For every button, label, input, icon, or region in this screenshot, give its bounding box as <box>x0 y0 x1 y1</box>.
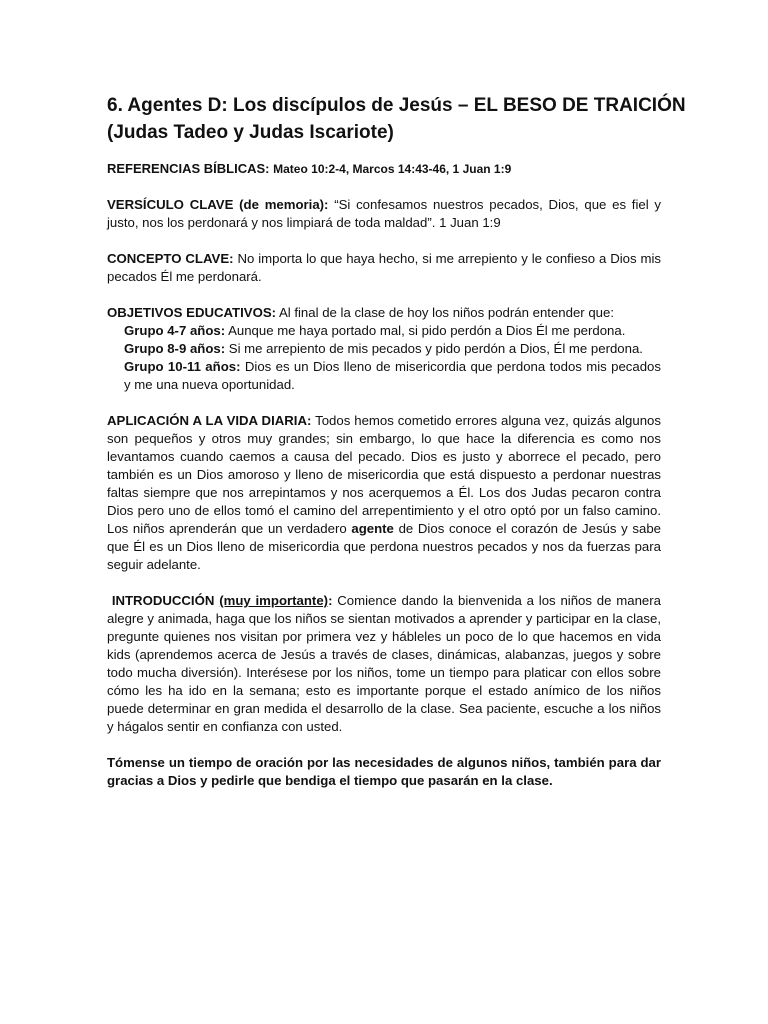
group-label: Grupo 4-7 años: <box>124 323 226 338</box>
objetivo-group-4-7 <box>124 322 661 340</box>
referencias-label: REFERENCIAS BÍBLICAS: <box>107 161 270 176</box>
objetivos-label: OBJETIVOS EDUCATIVOS: <box>107 305 277 320</box>
closing-paragraph: Tómense un tiempo de oración por las necesidades de algunos niños, también para dar gracias a Dios y pedirle que bendiga el tiempo que pasarán en la clase. <box>107 755 661 788</box>
objetivos-text: Al final de la clase de hoy los niños podrán entender que: <box>278 305 614 320</box>
objetivo-group-8-9 <box>124 340 661 358</box>
versiculo-text: “Si confesamos nuestros pecados, Dios, que es fiel y justo, nos los perdonará y nos limpiará de toda maldad”. 1 Juan 1:9 <box>107 197 661 230</box>
introduccion-text: Comience dando la bienvenida a los niños de manera alegre y animada, haga que los niños se sientan motivados a aprender y participar en la clase, pregunte quienes nos visitan por primera vez y hábleles un poco de lo que hacemos en vida kids (aprendemos acerca de Jesús a través de clases, dinámicas, alabanzas, juegos y sobre todo mucha diversión). Interésese por los niños, tome un tiempo para platicar con ellos sobre cómo les ha ido en la semana; esto es importante porque el estado anímico de los niños puede determinar en gran medida el desarrollo de la clase. Sea paciente, escuche a los niños y hágalos sentir en confianza con usted. <box>107 593 661 734</box>
aplicacion-text-2: de Dios conoce el corazón de Jesús y sabe que Él es un Dios lleno de misericordia que perdona nuestros pecados y nos da fuerzas para seguir adelante. <box>107 521 662 572</box>
objetivo-group-10-11 <box>124 358 661 394</box>
lesson-title <box>107 92 686 146</box>
aplicacion-section <box>107 412 661 574</box>
versiculo-label: VERSÍCULO CLAVE (de memoria): <box>107 197 329 212</box>
lesson-title-line1: 6. Agentes D: Los discípulos de Jesús – EL BESO DE TRAICIÓN <box>107 95 686 116</box>
lesson-title-line2: (Judas Tadeo y Judas Iscariote) <box>107 122 394 143</box>
concepto-text: No importa lo que haya hecho, si me arrepiento y le confieso a Dios mis pecados Él me perdonará. <box>107 251 662 284</box>
concepto-section <box>107 250 661 286</box>
group-label: Grupo 8-9 años: <box>124 341 226 356</box>
aplicacion-label: APLICACIÓN A LA VIDA DIARIA: <box>107 413 312 428</box>
objetivos-section <box>107 304 661 394</box>
referencias-section <box>107 160 661 178</box>
objetivos-intro <box>107 304 661 322</box>
referencias-value: Mateo 10:2-4, Marcos 14:43-46, 1 Juan 1:9 <box>273 162 512 176</box>
group-text: Si me arrepiento de mis pecados y pido perdón a Dios, Él me perdona. <box>228 341 643 356</box>
aplicacion-bold-word: agente <box>351 521 394 536</box>
group-text: Aunque me haya portado mal, si pido perdón a Dios Él me perdona. <box>228 323 626 338</box>
introduccion-section <box>107 592 661 736</box>
aplicacion-text-1: Todos hemos cometido errores alguna vez, quizás algunos son pequeños y otros muy grandes; sin embargo, lo que hace la diferencia es como nos levantamos cuando caemos a causa del pecado. Dios es justo y aborrece el pecado, pero también es un Dios amoroso y lleno de misericordia que está dispuesto a perdonar nuestras faltas siempre que nos arrepintamos y nos acerquemos a Él. Los dos Judas pecaron contra Dios pero uno de ellos tomó el camino del arrepentimiento y el otro optó por un falso camino. Los niños aprenderán que un verdadero <box>107 413 661 536</box>
group-text: Dios es un Dios lleno de misericordia que perdona todos mis pecados y me una nueva oportunidad. <box>124 359 661 392</box>
concepto-label: CONCEPTO CLAVE: <box>107 251 234 266</box>
group-label: Grupo 10-11 años: <box>124 359 241 374</box>
versiculo-section <box>107 196 661 232</box>
introduccion-note: (muy importante) <box>219 593 329 608</box>
introduccion-label: INTRODUCCIÓN <box>111 593 215 608</box>
introduccion-colon: : <box>328 593 333 608</box>
